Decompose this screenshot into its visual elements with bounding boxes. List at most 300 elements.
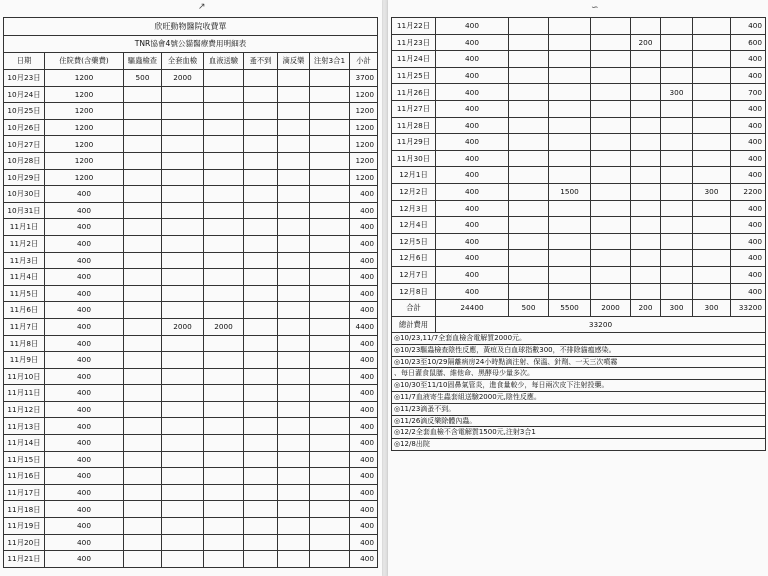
table-row (4, 352, 378, 369)
amount-cell (244, 534, 278, 551)
amount-cell (591, 266, 631, 283)
amount-cell (549, 117, 591, 134)
amount-cell: 400 (436, 117, 509, 134)
amount-cell: 400 (45, 235, 124, 252)
amount-cell (244, 235, 278, 252)
document-title: 欣旺動物醫院收費單 (4, 18, 378, 36)
amount-cell (162, 368, 204, 385)
table-row (392, 283, 766, 300)
amount-cell: 400 (350, 468, 378, 485)
amount-cell (591, 200, 631, 217)
amount-cell (162, 518, 204, 535)
right-rows (392, 18, 766, 300)
amount-cell (244, 119, 278, 136)
amount-cell (661, 67, 693, 84)
amount-cell (310, 70, 350, 87)
amount-cell: 1200 (45, 169, 124, 186)
amount-cell: 400 (731, 150, 766, 167)
table-row (392, 250, 766, 267)
amount-cell (310, 136, 350, 153)
amount-cell (124, 302, 162, 319)
amount-cell: 1200 (350, 86, 378, 103)
table-row (4, 269, 378, 286)
amount-cell (244, 335, 278, 352)
table-row (4, 401, 378, 418)
amount-cell (244, 318, 278, 335)
amount-cell (278, 219, 310, 236)
amount-cell (591, 51, 631, 68)
amount-cell (509, 100, 549, 117)
amount-cell (591, 167, 631, 184)
notes (392, 333, 766, 451)
amount-cell (661, 134, 693, 151)
amount-cell (661, 183, 693, 200)
amount-cell (693, 167, 731, 184)
amount-cell (204, 501, 244, 518)
amount-cell (124, 169, 162, 186)
amount-cell: 400 (45, 219, 124, 236)
amount-cell: 400 (436, 51, 509, 68)
amount-cell: 400 (436, 233, 509, 250)
amount-cell (244, 219, 278, 236)
amount-cell (310, 202, 350, 219)
amount-cell (509, 67, 549, 84)
amount-cell (278, 468, 310, 485)
date-cell: 10月25日 (4, 103, 45, 120)
amount-cell: 400 (45, 252, 124, 269)
amount-cell (591, 150, 631, 167)
amount-cell (244, 169, 278, 186)
amount-cell (591, 217, 631, 234)
amount-cell: 400 (45, 186, 124, 203)
amount-cell (204, 119, 244, 136)
note-text: ◎10/30至11/10固鼻氣管炎，進食量較少，每日兩次皮下注射投藥。 (392, 380, 766, 392)
table-row (4, 501, 378, 518)
amount-cell (278, 501, 310, 518)
table-row (4, 335, 378, 352)
amount-cell (124, 352, 162, 369)
amount-cell (162, 501, 204, 518)
amount-cell: 400 (45, 468, 124, 485)
amount-cell (244, 501, 278, 518)
amount-cell (549, 200, 591, 217)
amount-cell (204, 285, 244, 302)
amount-cell (124, 318, 162, 335)
amount-cell (278, 368, 310, 385)
table-row (4, 468, 378, 485)
date-cell: 11月17日 (4, 484, 45, 501)
note-row (392, 415, 766, 427)
amount-cell: 400 (45, 551, 124, 568)
amount-cell (693, 283, 731, 300)
amount-cell: 1500 (549, 183, 591, 200)
amount-cell (204, 335, 244, 352)
table-row (392, 34, 766, 51)
table-row (392, 134, 766, 151)
amount-cell (310, 318, 350, 335)
amount-cell (278, 318, 310, 335)
amount-cell (162, 285, 204, 302)
amount-cell (310, 235, 350, 252)
amount-cell (310, 269, 350, 286)
amount-cell (278, 451, 310, 468)
amount-cell: 400 (436, 217, 509, 234)
date-cell: 11月28日 (392, 117, 436, 134)
date-cell: 11月23日 (392, 34, 436, 51)
amount-cell (631, 167, 661, 184)
amount-cell (631, 134, 661, 151)
note-text: ◎10/23驅蟲檢查陰性反應，黃疸及白血球指數300，不排除貓瘟感染。 (392, 344, 766, 356)
totals-value: 500 (509, 300, 549, 317)
amount-cell: 400 (350, 269, 378, 286)
amount-cell: 400 (350, 235, 378, 252)
amount-cell (204, 385, 244, 402)
date-cell: 11月19日 (4, 518, 45, 535)
note-text: ◎11/26滴反樂除體內蟲。 (392, 415, 766, 427)
amount-cell: 400 (731, 167, 766, 184)
amount-cell (162, 468, 204, 485)
document-subtitle: TNR協會4號公貓醫療費用明細表 (4, 36, 378, 53)
amount-cell (310, 501, 350, 518)
amount-cell: 400 (350, 252, 378, 269)
amount-cell: 200 (631, 34, 661, 51)
amount-cell (591, 84, 631, 101)
amount-cell: 400 (731, 217, 766, 234)
totals-value: 2000 (591, 300, 631, 317)
amount-cell (661, 200, 693, 217)
amount-cell (631, 18, 661, 35)
amount-cell (162, 119, 204, 136)
amount-cell (244, 269, 278, 286)
amount-cell (204, 86, 244, 103)
note-text: ◎10/23至10/29隔離病房24小時點滴注射、保溫、針劑、一天三次噴霧 (392, 356, 766, 368)
table-row (4, 484, 378, 501)
amount-cell: 400 (45, 318, 124, 335)
amount-cell: 400 (45, 451, 124, 468)
table-row (4, 318, 378, 335)
amount-cell (693, 67, 731, 84)
amount-cell (278, 152, 310, 169)
date-cell: 11月1日 (4, 219, 45, 236)
amount-cell (693, 100, 731, 117)
amount-cell (162, 534, 204, 551)
amount-cell (278, 352, 310, 369)
table-row (392, 100, 766, 117)
amount-cell: 400 (436, 18, 509, 35)
amount-cell (244, 103, 278, 120)
amount-cell: 400 (436, 84, 509, 101)
amount-cell (204, 235, 244, 252)
amount-cell: 1200 (45, 70, 124, 87)
amount-cell (278, 551, 310, 568)
amount-cell (162, 269, 204, 286)
amount-cell (162, 302, 204, 319)
amount-cell (278, 202, 310, 219)
amount-cell: 1200 (350, 152, 378, 169)
date-cell: 11月22日 (392, 18, 436, 35)
date-cell: 12月3日 (392, 200, 436, 217)
amount-cell (244, 551, 278, 568)
amount-cell (204, 551, 244, 568)
table-row (4, 70, 378, 87)
table-row (4, 418, 378, 435)
note-text: ◎12/2全套血檢不含電解質1500元,注射3合1 (392, 427, 766, 439)
date-cell: 12月5日 (392, 233, 436, 250)
amount-cell (549, 18, 591, 35)
amount-cell (310, 285, 350, 302)
amount-cell (162, 219, 204, 236)
totals-value: 200 (631, 300, 661, 317)
amount-cell (693, 266, 731, 283)
amount-cell (693, 34, 731, 51)
amount-cell (278, 86, 310, 103)
amount-cell (631, 183, 661, 200)
amount-cell (124, 252, 162, 269)
date-cell: 11月3日 (4, 252, 45, 269)
date-cell: 10月31日 (4, 202, 45, 219)
table-row (4, 518, 378, 535)
amount-cell (204, 169, 244, 186)
amount-cell (631, 51, 661, 68)
amount-cell: 400 (436, 283, 509, 300)
date-cell: 11月20日 (4, 534, 45, 551)
amount-cell (310, 385, 350, 402)
table-row (392, 18, 766, 35)
amount-cell (693, 200, 731, 217)
amount-cell: 400 (436, 100, 509, 117)
date-cell: 10月26日 (4, 119, 45, 136)
amount-cell: 400 (45, 435, 124, 452)
date-cell: 11月4日 (4, 269, 45, 286)
amount-cell: 300 (661, 84, 693, 101)
amount-cell (124, 269, 162, 286)
amount-cell (162, 169, 204, 186)
amount-cell (310, 219, 350, 236)
amount-cell (124, 186, 162, 203)
date-cell: 11月13日 (4, 418, 45, 435)
amount-cell (278, 435, 310, 452)
amount-cell (124, 551, 162, 568)
amount-cell: 700 (731, 84, 766, 101)
amount-cell (591, 183, 631, 200)
amount-cell (204, 418, 244, 435)
amount-cell (124, 451, 162, 468)
amount-cell (693, 217, 731, 234)
amount-cell: 1200 (45, 119, 124, 136)
amount-cell: 400 (731, 134, 766, 151)
amount-cell (591, 18, 631, 35)
amount-cell (204, 152, 244, 169)
totals-value: 33200 (731, 300, 766, 317)
amount-cell (509, 250, 549, 267)
amount-cell (278, 484, 310, 501)
note-row (392, 403, 766, 415)
column-header: 全套血檢 (162, 53, 204, 70)
note-row (392, 356, 766, 368)
amount-cell (244, 368, 278, 385)
amount-cell: 400 (731, 233, 766, 250)
amount-cell (631, 150, 661, 167)
amount-cell: 400 (45, 518, 124, 535)
date-cell: 11月27日 (392, 100, 436, 117)
amount-cell (310, 518, 350, 535)
amount-cell (591, 233, 631, 250)
amount-cell: 400 (350, 352, 378, 369)
table-row (392, 217, 766, 234)
amount-cell (631, 217, 661, 234)
amount-cell (204, 435, 244, 452)
amount-cell (204, 219, 244, 236)
amount-cell (693, 233, 731, 250)
amount-cell (693, 134, 731, 151)
date-cell: 12月8日 (392, 283, 436, 300)
amount-cell (278, 186, 310, 203)
amount-cell (244, 468, 278, 485)
amount-cell (162, 451, 204, 468)
amount-cell (631, 250, 661, 267)
note-row (392, 344, 766, 356)
note-row (392, 392, 766, 404)
table-row (4, 119, 378, 136)
amount-cell: 400 (731, 266, 766, 283)
amount-cell: 400 (731, 117, 766, 134)
header-row (4, 53, 378, 70)
amount-cell (310, 252, 350, 269)
table-row (392, 150, 766, 167)
amount-cell (591, 117, 631, 134)
amount-cell (124, 202, 162, 219)
amount-cell (693, 117, 731, 134)
amount-cell (549, 150, 591, 167)
amount-cell: 1200 (45, 103, 124, 120)
amount-cell (124, 385, 162, 402)
date-cell: 11月21日 (4, 551, 45, 568)
amount-cell (509, 183, 549, 200)
note-row (392, 333, 766, 345)
date-cell: 11月12日 (4, 401, 45, 418)
amount-cell (509, 266, 549, 283)
right-fee-table (391, 17, 766, 451)
amount-cell (278, 70, 310, 87)
amount-cell (509, 84, 549, 101)
amount-cell: 400 (436, 183, 509, 200)
amount-cell: 400 (45, 368, 124, 385)
amount-cell (124, 235, 162, 252)
note-text: ◎11/23滴蚤不到。 (392, 403, 766, 415)
grand-total-row (392, 317, 766, 333)
date-cell: 11月26日 (392, 84, 436, 101)
amount-cell: 400 (350, 368, 378, 385)
amount-cell (591, 34, 631, 51)
amount-cell (310, 352, 350, 369)
amount-cell (244, 252, 278, 269)
date-cell: 11月24日 (392, 51, 436, 68)
totals-value: 24400 (436, 300, 509, 317)
date-cell: 11月6日 (4, 302, 45, 319)
amount-cell (204, 352, 244, 369)
amount-cell (278, 401, 310, 418)
amount-cell: 400 (350, 186, 378, 203)
table-row (392, 183, 766, 200)
amount-cell: 400 (350, 285, 378, 302)
amount-cell: 400 (436, 167, 509, 184)
amount-cell: 400 (350, 518, 378, 535)
amount-cell (124, 219, 162, 236)
amount-cell (244, 285, 278, 302)
left-fee-table (3, 17, 378, 568)
amount-cell: 400 (350, 401, 378, 418)
amount-cell (661, 167, 693, 184)
amount-cell (204, 252, 244, 269)
amount-cell (204, 136, 244, 153)
amount-cell (549, 250, 591, 267)
amount-cell: 2000 (162, 318, 204, 335)
amount-cell: 400 (436, 134, 509, 151)
date-cell: 11月25日 (392, 67, 436, 84)
amount-cell: 400 (350, 501, 378, 518)
amount-cell (278, 103, 310, 120)
amount-cell: 400 (436, 150, 509, 167)
amount-cell (310, 302, 350, 319)
amount-cell (549, 217, 591, 234)
amount-cell: 400 (45, 401, 124, 418)
amount-cell (124, 435, 162, 452)
amount-cell: 4400 (350, 318, 378, 335)
amount-cell (661, 283, 693, 300)
amount-cell (310, 451, 350, 468)
amount-cell (162, 86, 204, 103)
amount-cell (591, 100, 631, 117)
amount-cell (204, 70, 244, 87)
amount-cell (124, 418, 162, 435)
amount-cell (549, 84, 591, 101)
amount-cell (162, 418, 204, 435)
table-row (4, 368, 378, 385)
totals-row (392, 300, 766, 317)
amount-cell (278, 136, 310, 153)
grand-total-label: 總計費用 (392, 317, 436, 333)
amount-cell (244, 86, 278, 103)
amount-cell (244, 352, 278, 369)
amount-cell (631, 84, 661, 101)
date-cell: 10月30日 (4, 186, 45, 203)
amount-cell (509, 233, 549, 250)
amount-cell: 400 (350, 551, 378, 568)
note-text: 、每日灌食鼠膳、維他命、黑酵母少量多次。 (392, 368, 766, 380)
date-cell: 11月7日 (4, 318, 45, 335)
amount-cell: 400 (45, 335, 124, 352)
table-row (392, 266, 766, 283)
table-row (4, 219, 378, 236)
amount-cell: 400 (45, 285, 124, 302)
amount-cell (509, 150, 549, 167)
amount-cell (244, 152, 278, 169)
amount-cell (124, 501, 162, 518)
amount-cell (278, 534, 310, 551)
amount-cell (693, 250, 731, 267)
column-header: 日期 (4, 53, 45, 70)
date-cell: 10月23日 (4, 70, 45, 87)
amount-cell: 400 (731, 51, 766, 68)
amount-cell (661, 117, 693, 134)
amount-cell: 400 (350, 418, 378, 435)
amount-cell: 1200 (350, 119, 378, 136)
amount-cell (509, 134, 549, 151)
date-cell: 12月1日 (392, 167, 436, 184)
amount-cell: 600 (731, 34, 766, 51)
amount-cell (124, 136, 162, 153)
amount-cell (244, 435, 278, 452)
